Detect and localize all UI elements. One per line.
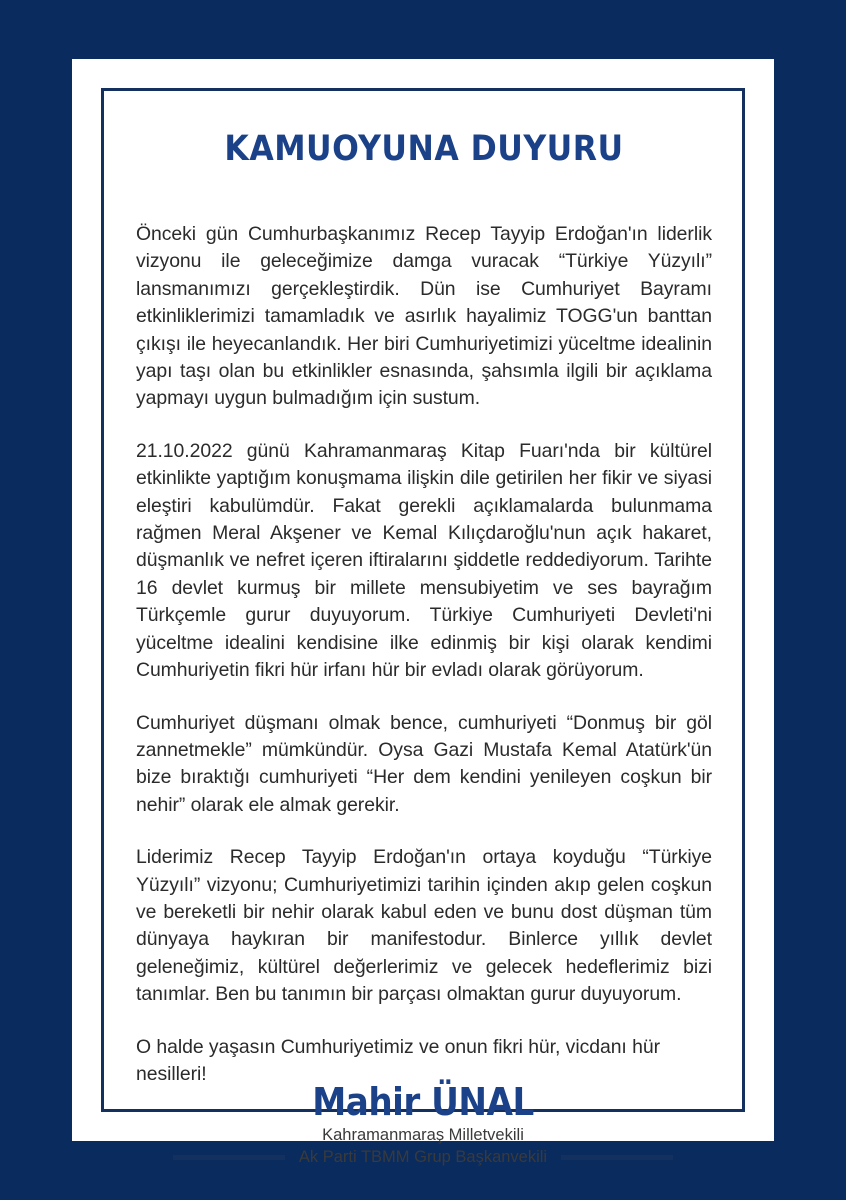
signatory-role-primary: Kahramanmaraş Milletvekili [322,1126,524,1144]
signature-block [72,1080,774,1168]
signatory-role-secondary: Ak Parti TBMM Grup Başkanvekili [298,1148,548,1166]
announcement-content [136,129,712,1088]
decorative-rule-left [173,1155,285,1160]
announcement-card [72,59,774,1166]
paragraph-3: Cumhuriyet düşmanı olmak bence, cumhuriyeti “Donmuş bir göl zannetmekle” mümkündür. Oysa Gazi Mustafa Kemal Atatürk'ün bize bıraktığı cumhuriyeti “Her dem kendini yenileyen coşkun bir nehir” olarak ele almak gerekir. [136,711,712,816]
paragraph-4: Liderimiz Recep Tayyip Erdoğan'ın ortaya koyduğu “Türkiye Yüzyılı” vizyonu; Cumhuriyetimizi tarihin içinden akıp gelen coşkun ve bereketli bir nehir olarak kabul eden ve bunu dost düşman tüm dünyaya haykıran bir manifestodur. Binlerce yıllık devlet geleneğimiz, kültürel değerlerimiz ve gelecek hedeflerimiz bizi tanımlar. Ben bu tanımın bir parçası olmaktan gurur duyuyorum. [136,846,712,1006]
decorative-rule-right [561,1155,673,1160]
signatory-role-secondary-row [72,1147,774,1168]
signatory-name: Mahir ÜNAL [312,1080,534,1124]
paragraph-2: 21.10.2022 günü Kahramanmaraş Kitap Fuarı'nda bir kültürel etkinlikte yaptığım konuşmama ilişkin dile getirilen her fikir ve siyasi eleştiri kabulümdür. Fakat gerekli açıklamalarda bulunmama rağmen Meral Akşener ve Kemal Kılıçdaroğlu'nun açık hakaret, düşmanlık ve nefret içeren iftiralarını şiddetle reddediyorum. Tarihte 16 devlet kurmuş bir millete mensubiyetim ve ses bayrağım Türkçemle gurur duyuyorum. Türkiye Cumhuriyeti Devleti'ni yüceltme idealini kendisine ilke edinmiş bir kişi olarak kendimi Cumhuriyetin fikri hür irfanı hür bir evladı olarak görüyorum. [136,439,712,682]
paragraph-5: O halde yaşasın Cumhuriyetimiz ve onun fikri hür, vicdanı hür nesilleri! [136,1035,660,1085]
page-title: KAMUOYUNA DUYURU [224,129,624,169]
paragraph-1: Önceki gün Cumhurbaşkanımız Recep Tayyip Erdoğan'ın liderlik vizyonu ile geleceğimize damga vuracak “Türkiye Yüzyılı” lansmanımızı gerçekleştirdik. Dün ise Cumhuriyet Bayramı etkinliklerimizi tamamladık ve asırlık hayalimiz TOGG'un banttan çıkışı ile heyecanlandık. Her biri Cumhuriyetimizi yüceltme idealinin yapı taşı olan bu etkinlikler esnasında, şahsımla ilgili bir açıklama yapmayı uygun bulmadığım için sustum. [136,223,712,410]
